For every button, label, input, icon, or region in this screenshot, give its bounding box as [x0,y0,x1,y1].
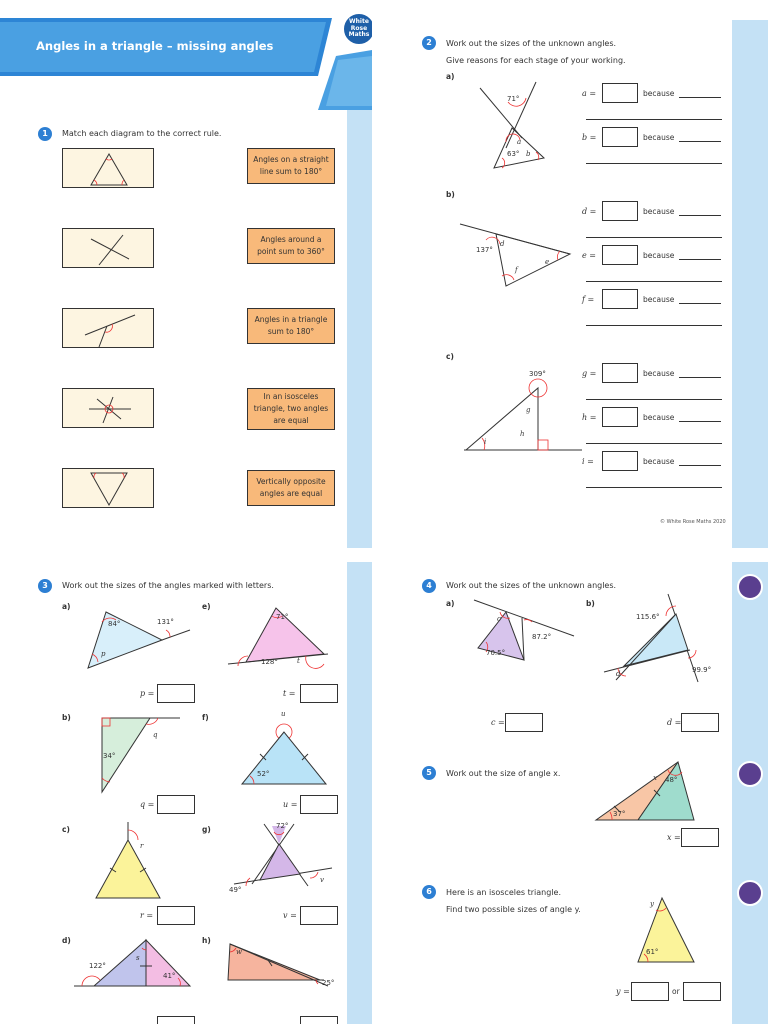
because-label: because [643,295,675,304]
q3-part-c: c) [62,825,70,834]
because-label: because [643,369,675,378]
q4-number: 4 [422,579,436,593]
q1-rule-2[interactable] [247,228,335,264]
q2-answer-g [582,363,722,403]
reason-line[interactable] [679,141,721,142]
reason-line[interactable] [679,465,721,466]
q3d-angle-122: 122° [89,962,106,970]
q1-diagram-5[interactable] [62,468,154,508]
q1-rule-1[interactable] [247,148,335,184]
logo-text: White Rose Maths [348,18,370,38]
q3-part-d: d) [62,936,71,945]
q3g-angle-v: v [320,876,324,884]
answer-input[interactable] [681,828,719,847]
q3-answer-u [283,795,343,817]
reason-line[interactable] [679,303,721,304]
reason-line[interactable] [586,237,722,238]
answer-input[interactable] [681,713,719,732]
q1-number: 1 [38,127,52,141]
q3-part-e: e) [202,602,211,611]
q2b-diagram [460,214,600,294]
reason-line[interactable] [679,377,721,378]
unknown-label: b = [582,133,597,142]
sheet-bottom-left [0,562,372,1024]
q3-part-b: b) [62,713,71,722]
q2a-angle-63: 63° [507,150,520,158]
q3-answer-t [283,684,343,706]
q2-number: 2 [422,36,436,50]
answer-input[interactable] [157,684,195,703]
q2-answer-i [582,451,722,491]
reason-line[interactable] [586,487,722,488]
q3d-angle-41: 41° [163,972,176,980]
q2-prompt-2: Give reasons for each stage of your working. [446,56,626,65]
rule-text: Angles in a triangle sum to 180° [254,315,328,336]
because-label: because [643,413,675,422]
answer-input[interactable] [602,363,638,383]
q5-answer-x [667,828,727,850]
q3-answer-p [140,684,200,706]
q3b-angle-q: q [153,731,158,739]
q2-part-b: b) [446,190,455,199]
q4a-angle-c: c [497,615,501,623]
q3-answer-w-input[interactable] [300,1016,338,1024]
q2b-angle-d: d [500,240,505,248]
q6-prompt-2: Find two possible sizes of angle y. [446,905,581,914]
reason-line[interactable] [679,97,721,98]
answer-input[interactable] [631,982,669,1001]
q6-angle-61: 61° [646,948,659,956]
unknown-label: p = [140,689,155,698]
because-label: because [643,133,675,142]
q2-answer-f [582,289,722,329]
because-label: because [643,207,675,216]
answer-input[interactable] [157,795,195,814]
q4a-angle-87: 87.2° [532,633,552,641]
q4a-angle-70: 70.5° [486,649,506,657]
answer-input[interactable] [505,713,543,732]
q3-answer-q [140,795,200,817]
q3-prompt: Work out the sizes of the angles marked with letters. [62,581,274,590]
q6-number: 6 [422,885,436,899]
q4b-angle-99: 99.9° [692,666,712,674]
unknown-label: e = [582,251,596,260]
q3-answer-r [140,906,200,928]
q6-prompt-1: Here is an isosceles triangle. [446,888,561,897]
q1-rule-3[interactable] [247,308,335,344]
because-label: because [643,251,675,260]
unknown-label: f = [582,295,595,304]
q3h-angle-w: w [236,948,242,956]
isosceles-diagram [63,469,155,509]
reason-line[interactable] [679,421,721,422]
q2c-angle-i: i [484,438,487,446]
q2b-angle-137: 137° [476,246,493,254]
side-strip [347,100,372,548]
q2a-angle-a: a [517,138,522,146]
q2-answer-d [582,201,722,241]
reason-line[interactable] [586,325,722,326]
because-label: because [643,89,675,98]
answer-input[interactable] [602,83,638,103]
unknown-label: u = [283,800,298,809]
q4-part-a: a) [446,599,455,608]
q3d-angle-s: s [136,954,140,962]
unknown-label: q = [140,800,155,809]
reason-line[interactable] [586,163,722,164]
reason-line[interactable] [586,119,722,120]
q2c-angle-309: 309° [529,370,546,378]
q1-diagram-2[interactable] [62,228,154,268]
answer-input[interactable] [300,795,338,814]
q1-diagram-1[interactable] [62,148,154,188]
q3-part-h: h) [202,936,211,945]
q3b-angle-34: 34° [103,752,116,760]
q1-rule-5[interactable] [247,470,335,506]
reason-line[interactable] [586,443,722,444]
q4a-diagram [470,598,580,678]
q4b-angle-115: 115.6° [636,613,660,621]
q4-answer-d [667,713,727,735]
answer-input-2[interactable] [683,982,721,1001]
q5-prompt: Work out the size of angle x. [446,769,561,778]
q3c-angle-r: r [140,842,144,850]
q4-answer-c [491,713,551,735]
rule-text: Vertically opposite angles are equal [256,477,326,498]
q3f-angle-u: u [281,710,286,718]
reasoning-icon [737,761,763,787]
answer-input[interactable] [602,289,638,309]
unknown-label: d = [582,207,597,216]
q2b-angle-f: f [515,266,518,274]
q2-part-a: a) [446,72,455,81]
reason-line[interactable] [679,215,721,216]
q2-prompt-1: Work out the sizes of the unknown angles. [446,39,617,48]
rule-text: In an isosceles triangle, two angles are equal [253,392,329,425]
because-label: because [643,457,675,466]
q2c-angle-h: h [520,430,525,438]
q3-answer-v [283,906,343,928]
q5-number: 5 [422,766,436,780]
q2-answer-h [582,407,722,447]
q3-number: 3 [38,579,52,593]
reasoning-icon [737,880,763,906]
unknown-label: t = [283,689,296,698]
triangle-diagram [63,149,155,189]
q6-diagram [636,892,706,972]
answer-input[interactable] [602,245,638,265]
q3-part-f: f) [202,713,209,722]
q3e-angle-128: 128° [261,658,278,666]
q5-angle-x: x [653,774,657,782]
unknown-label: c = [491,718,505,727]
q3g-angle-72: 72° [276,822,289,830]
q2a-angle-b: b [526,150,531,158]
unknown-label: x = [667,833,681,842]
q1-rule-4[interactable] [247,388,335,430]
q1-diagram-3[interactable] [62,308,154,348]
q3e-angle-71: 71° [276,613,289,621]
white-rose-logo [342,12,372,46]
q3f-diagram [240,720,330,790]
side-strip [732,20,768,548]
unknown-label: d = [667,718,682,727]
q3c-diagram [90,820,170,900]
reason-line[interactable] [679,259,721,260]
q2a-angle-71: 71° [507,95,520,103]
straight-line-diagram [63,309,155,349]
q6-angle-y: y [650,900,654,908]
q3f-angle-52: 52° [257,770,270,778]
answer-input[interactable] [602,127,638,147]
unknown-label: v = [283,911,297,920]
q3g-diagram [228,820,338,900]
reasoning-icon [737,574,763,600]
q3h-diagram [224,940,344,1000]
side-strip [347,562,372,1024]
rule-text: Angles around a point sum to 360° [257,235,325,256]
q3-part-g: g) [202,825,211,834]
point-lines-diagram [63,229,155,269]
q2-answer-a [582,83,722,123]
unknown-label: r = [140,911,154,920]
sheet-top-right [396,0,768,548]
q2-part-c: c) [446,352,454,361]
q1-diagram-4[interactable] [62,388,154,428]
q3a-diagram [82,604,192,674]
q2a-diagram [476,78,596,178]
q2-answer-b [582,127,722,167]
q2c-angle-g: g [526,406,531,414]
sheet-bottom-right [396,562,768,1024]
header-banner [0,0,372,110]
q1-prompt: Match each diagram to the correct rule. [62,129,222,138]
q3-answer-s-input[interactable] [157,1016,195,1024]
sheet-top-left [0,0,372,548]
q4-part-b: b) [586,599,595,608]
answer-input[interactable] [157,906,195,925]
q4-prompt: Work out the sizes of the unknown angles. [446,581,617,590]
q6-answer-y [616,982,726,1004]
answer-input[interactable] [602,407,638,427]
q3a-angle-p: p [101,650,106,658]
q5-diagram [594,756,714,826]
unknown-label: g = [582,369,597,378]
q4b-angle-d: d [616,670,621,678]
rule-text: Angles on a straight line sum to 180° [253,155,329,176]
unknown-label: a = [582,89,597,98]
around-point-diagram [63,389,155,429]
q3a-angle-131: 131° [157,618,174,626]
answer-input[interactable] [300,684,338,703]
q3e-angle-t: t [297,657,300,665]
answer-input[interactable] [602,451,638,471]
q3-part-a: a) [62,602,71,611]
reason-line[interactable] [586,281,722,282]
unknown-label: h = [582,413,597,422]
page-title: Angles in a triangle – missing angles [36,39,274,53]
q2-answer-e [582,245,722,285]
q5-angle-48: 48° [665,776,678,784]
unknown-label: i = [582,457,594,466]
or-label: or [672,987,680,996]
unknown-label: y = [616,987,630,996]
q3h-angle-25: 25° [322,979,335,987]
side-strip [732,562,768,1024]
reason-line[interactable] [586,399,722,400]
q3a-angle-84: 84° [108,620,121,628]
answer-input[interactable] [300,906,338,925]
q5-angle-37: 37° [613,810,626,818]
q2b-angle-e: e [545,258,550,266]
answer-input[interactable] [602,201,638,221]
copyright: © White Rose Maths 2020 [660,519,726,525]
q3g-angle-49: 49° [229,886,242,894]
